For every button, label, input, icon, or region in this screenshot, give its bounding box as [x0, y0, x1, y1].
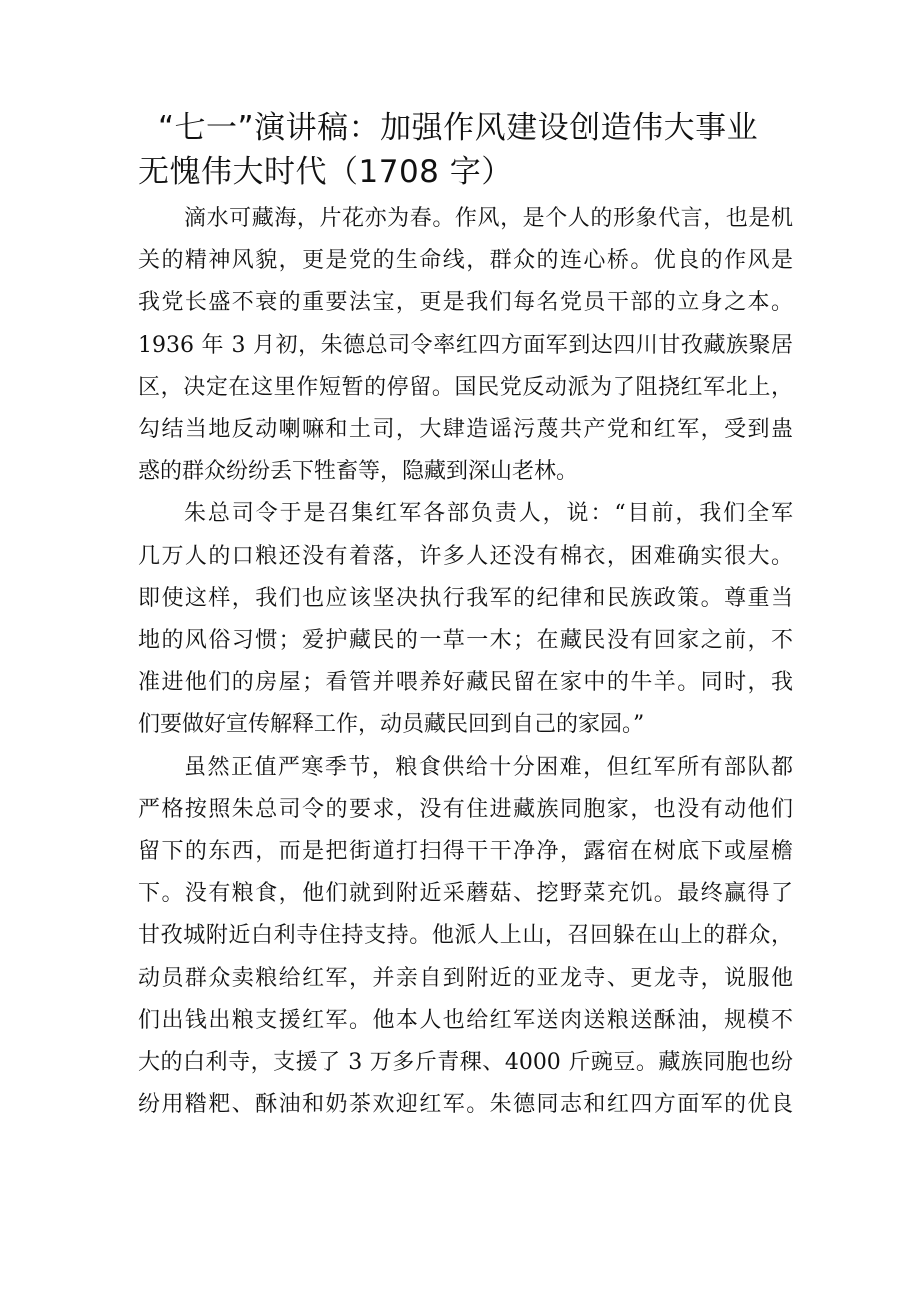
text-line: 留下的东西，而是把街道打扫得干干净净，露宿在树底下或屋檐 — [138, 839, 793, 865]
text-line: 1936 年 3 月初，朱德总司令率红四方面军到达四川甘孜藏族聚居 — [138, 332, 793, 358]
text-line: 动员群众卖粮给红军，并亲自到附近的亚龙寺、更龙寺，说服他 — [138, 965, 793, 991]
text-line: 纷用糌粑、酥油和奶茶欢迎红军。朱德同志和红四方面军的优良 — [138, 1092, 793, 1118]
document-body — [138, 198, 793, 1126]
text-line: 们出钱出粮支援红军。他本人也给红军送肉送粮送酥油，规模不 — [138, 1007, 793, 1033]
text-line: 滴水可藏海，片花亦为春。作风，是个人的形象代言，也是机 — [184, 206, 793, 231]
text-line: 关的精神风貌，更是党的生命线，群众的连心桥。优良的作风是 — [138, 248, 793, 274]
text-line: 们要做好宣传解释工作，动员藏民回到自己的家园。” — [138, 712, 645, 738]
text-line: 我党长盛不衰的重要法宝，更是我们每名党员干部的立身之本。 — [138, 290, 793, 316]
document-title — [138, 106, 798, 194]
text-line: 朱总司令于是召集红军各部负责人，说：“目前，我们全军 — [184, 501, 793, 527]
text-line: 几万人的口粮还没有着落，许多人还没有棉衣，困难确实很大。 — [138, 543, 793, 569]
text-line: 即使这样，我们也应该坚决执行我军的纪律和民族政策。尊重当 — [138, 585, 793, 611]
paragraph-3 — [138, 747, 793, 1127]
text-line: 区，决定在这里作短暂的停留。国民党反动派为了阻挠红军北上， — [138, 374, 793, 400]
text-line: 惑的群众纷纷丢下牲畜等，隐藏到深山老林。 — [138, 459, 579, 485]
text-line: 准进他们的房屋；看管并喂养好藏民留在家中的牛羊。同时，我 — [138, 670, 793, 696]
paragraph-1 — [138, 198, 793, 493]
title-line-1: “七一”演讲稿：加强作风建设创造伟大事业 — [158, 110, 759, 146]
paragraph-2 — [138, 493, 793, 746]
text-line: 甘孜城附近白利寺住持支持。他派人上山，召回躲在山上的群众， — [138, 923, 793, 949]
text-line: 严格按照朱总司令的要求，没有住进藏族同胞家，也没有动他们 — [138, 796, 793, 822]
text-line: 大的白利寺，支援了 3 万多斤青稞、4000 斤豌豆。藏族同胞也纷 — [138, 1050, 793, 1076]
text-line: 勾结当地反动喇嘛和土司，大肆造谣污蔑共产党和红军，受到蛊 — [138, 417, 793, 443]
text-line: 地的风俗习惯；爱护藏民的一草一木；在藏民没有回家之前，不 — [138, 628, 793, 654]
text-line: 虽然正值严寒季节，粮食供给十分困难，但红军所有部队都 — [184, 754, 793, 780]
title-line-2: 无愧伟大时代（1708 字） — [138, 154, 513, 190]
text-line: 下。没有粮食，他们就到附近采蘑菇、挖野菜充饥。最终赢得了 — [138, 881, 793, 907]
